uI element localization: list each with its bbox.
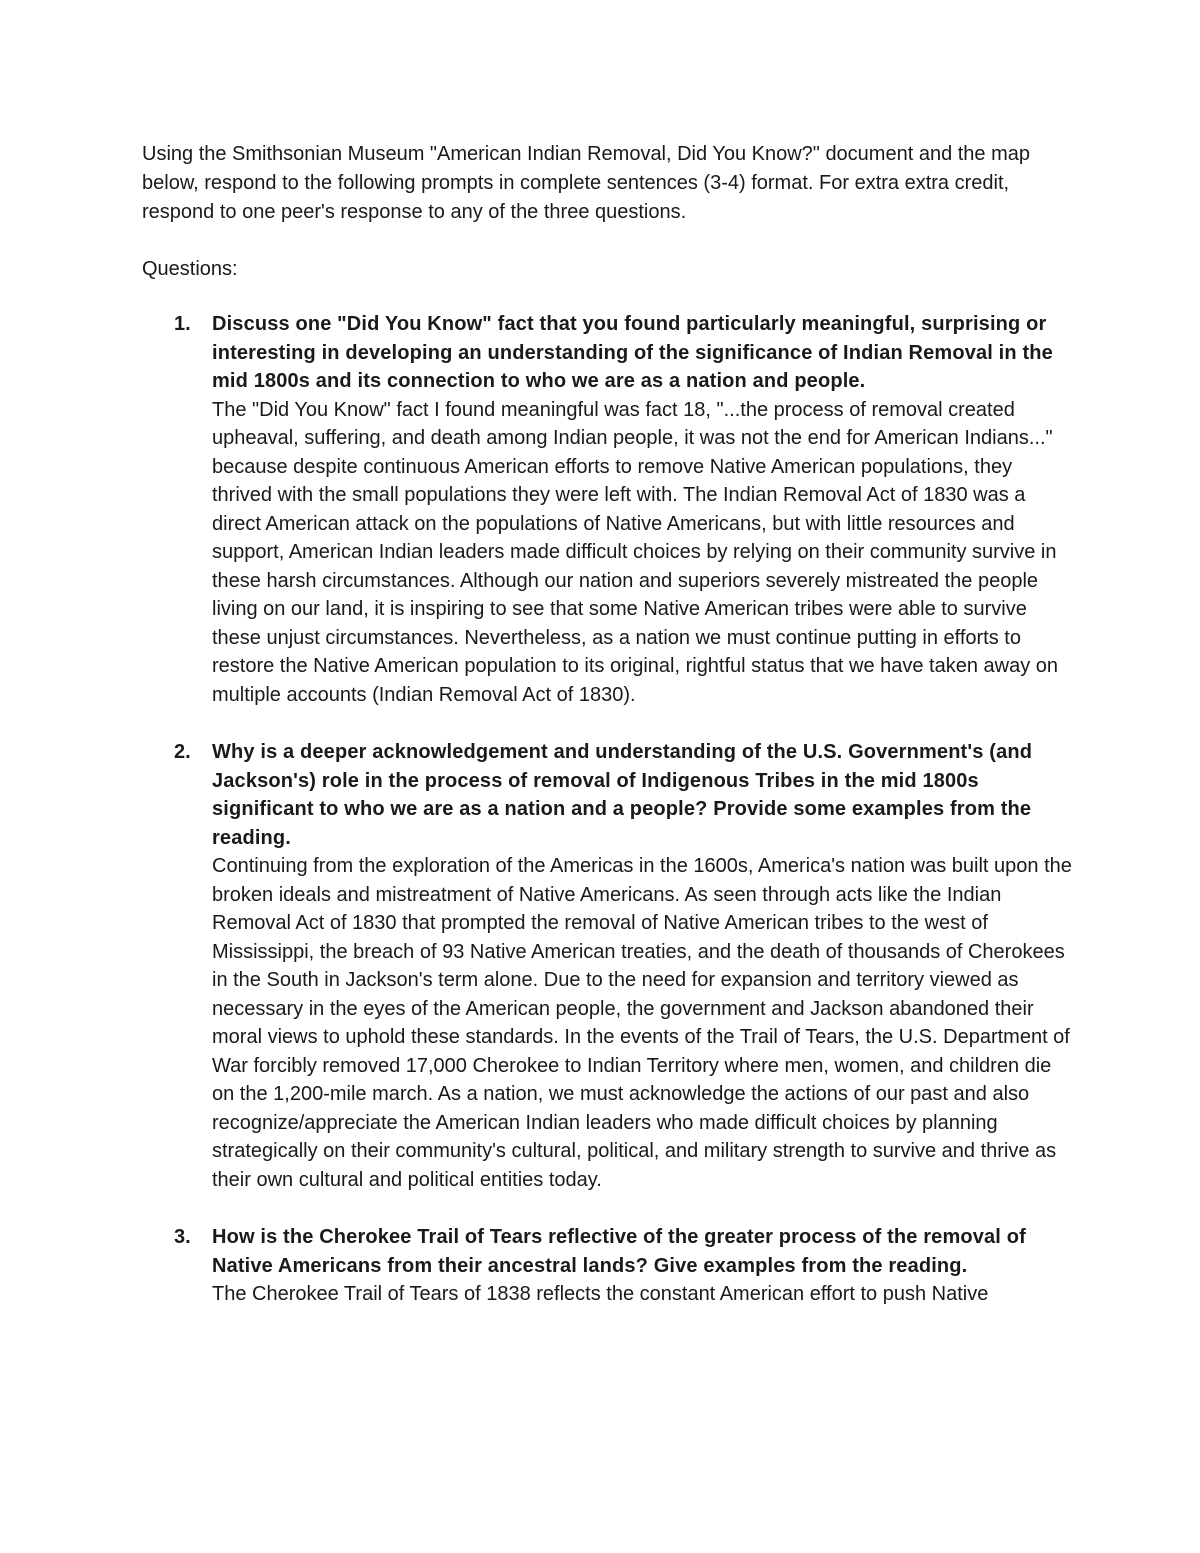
question-answer: The Cherokee Trail of Tears of 1838 reflects the constant American effort to push Native <box>212 1283 989 1305</box>
question-item-2 <box>142 738 1072 1194</box>
question-prompt: Discuss one "Did You Know" fact that you found particularly meaningful, surprising or interesting in developing an understanding of the significance of Indian Removal in the mid 1800s and its connection to who we are as a nation and people. <box>212 313 1053 392</box>
intro-paragraph: Using the Smithsonian Museum "American Indian Removal, Did You Know?" document and the map below, respond to the following prompts in complete sentences (3-4) format. For extra extra credit, respond to one peer's response to any of the three questions. <box>142 143 1031 223</box>
question-item-3 <box>142 1223 1072 1309</box>
question-number: 1. <box>174 313 191 335</box>
question-item-1 <box>142 310 1072 709</box>
question-number: 2. <box>174 741 191 763</box>
questions-heading: Questions: <box>142 258 238 280</box>
question-answer: The "Did You Know" fact I found meaningful was fact 18, "...the process of removal created upheaval, suffering, and death among Indian people, it was not the end for American Indians..." because despite continuous American efforts to remove Native American populations, they thrived with the small populations they were left with. The Indian Removal Act of 1830 was a direct American attack on the populations of Native Americans, but with little resources and support, American Indian leaders made difficult choices by relying on their community survive in these harsh circumstances. Although our nation and superiors severely mistreated the people living on our land, it is inspiring to see that some Native American tribes were able to survive these unjust circumstances. Nevertheless, as a nation we must continue putting in efforts to restore the Native American population to its original, rightful status that we have taken away on multiple accounts (Indian Removal Act of 1830). <box>212 398 1059 706</box>
question-prompt: How is the Cherokee Trail of Tears reflective of the greater process of the removal of Native Americans from their ancestral lands? Give examples from the reading. <box>212 1226 1026 1277</box>
questions-list <box>142 310 1072 1338</box>
question-prompt: Why is a deeper acknowledgement and understanding of the U.S. Government's (and Jackson's) role in the process of removal of Indigenous Tribes in the mid 1800s significant to who we are as a nation and a people? Provide some examples from the reading. <box>212 741 1033 849</box>
question-answer: Continuing from the exploration of the Americas in the 1600s, America's nation was built upon the broken ideals and mistreatment of Native Americans. As seen through acts like the Indian Removal Act of 1830 that prompted the removal of Native American tribes to the west of Mississippi, the breach of 93 Native American treaties, and the death of thousands of Cherokees in the South in Jackson's term alone. Due to the need for expansion and territory viewed as necessary in the eyes of the American people, the government and Jackson abandoned their moral views to uphold these standards. In the events of the Trail of Tears, the U.S. Department of War forcibly removed 17,000 Cherokee to Indian Territory where men, women, and children die on the 1,200-mile march. As a nation, we must acknowledge the actions of our past and also recognize/appreciate the American Indian leaders who made difficult choices by planning strategically on their community's cultural, political, and military strength to survive and thrive as their own cultural and political entities today. <box>212 855 1072 1191</box>
question-number: 3. <box>174 1226 191 1248</box>
